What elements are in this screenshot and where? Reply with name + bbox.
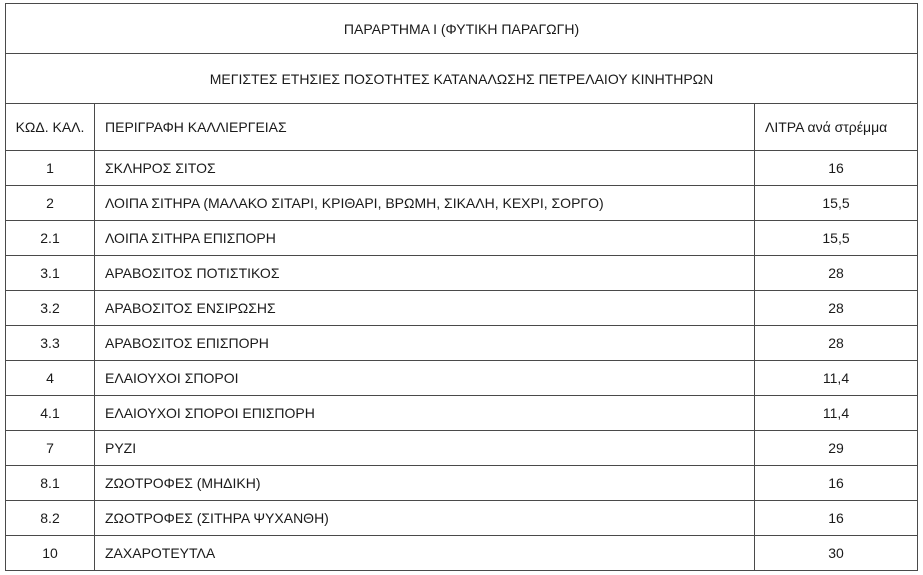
table-row [6, 501, 918, 536]
table-row [6, 466, 918, 501]
cell-code: 4 [6, 361, 95, 396]
table-row [6, 361, 918, 396]
header-code: ΚΩΔ. ΚΑΛ. [6, 104, 95, 151]
cell-code: 10 [6, 536, 95, 571]
header-liters: ΛΙΤΡΑ ανά στρέμμα [755, 104, 918, 151]
table-row [6, 396, 918, 431]
cell-description: ΣΚΛΗΡΟΣ ΣΙΤΟΣ [95, 151, 755, 186]
table-title: ΠΑΡΑΡΤΗΜΑ Ι (ΦΥΤΙΚΗ ΠΑΡΑΓΩΓΗ) [6, 4, 918, 54]
table-row [6, 151, 918, 186]
cell-code: 8.2 [6, 501, 95, 536]
cell-code: 8.1 [6, 466, 95, 501]
cell-liters: 29 [755, 431, 918, 466]
cell-code: 7 [6, 431, 95, 466]
cell-description: ΑΡΑΒΟΣΙΤΟΣ ΠΟΤΙΣΤΙΚΟΣ [95, 256, 755, 291]
table-subtitle: ΜΕΓΙΣΤΕΣ ΕΤΗΣΙΕΣ ΠΟΣΟΤΗΤΕΣ ΚΑΤΑΝΑΛΩΣΗΣ ΠΕΤΡΕΛΑΙΟΥ ΚΙΝΗΤΗΡΩΝ [6, 54, 918, 104]
cell-code: 3.2 [6, 291, 95, 326]
cell-liters: 16 [755, 466, 918, 501]
header-description: ΠΕΡΙΓΡΑΦΗ ΚΑΛΛΙΕΡΓΕΙΑΣ [95, 104, 755, 151]
table-body [6, 4, 918, 571]
cell-description: ΕΛΑΙΟΥΧΟΙ ΣΠΟΡΟΙ [95, 361, 755, 396]
cell-description: ΛΟΙΠΑ ΣΙΤΗΡΑ (ΜΑΛΑΚΟ ΣΙΤΑΡΙ, ΚΡΙΘΑΡΙ, ΒΡΩΜΗ, ΣΙΚΑΛΗ, ΚΕΧΡΙ, ΣΟΡΓΟ) [95, 186, 755, 221]
cell-liters: 28 [755, 291, 918, 326]
table-row [6, 256, 918, 291]
cell-description: ΑΡΑΒΟΣΙΤΟΣ ΕΝΣΙΡΩΣΗΣ [95, 291, 755, 326]
cell-description: ΛΟΙΠΑ ΣΙΤΗΡΑ ΕΠΙΣΠΟΡΗ [95, 221, 755, 256]
cell-code: 1 [6, 151, 95, 186]
cell-description: ΕΛΑΙΟΥΧΟΙ ΣΠΟΡΟΙ ΕΠΙΣΠΟΡΗ [95, 396, 755, 431]
cell-description: ΑΡΑΒΟΣΙΤΟΣ ΕΠΙΣΠΟΡΗ [95, 326, 755, 361]
cell-description: ΡΥΖΙ [95, 431, 755, 466]
table-row [6, 431, 918, 466]
cell-code: 3.1 [6, 256, 95, 291]
subtitle-row [6, 54, 918, 104]
title-row [6, 4, 918, 54]
fuel-consumption-table [5, 3, 918, 571]
cell-liters: 15,5 [755, 186, 918, 221]
cell-code: 2 [6, 186, 95, 221]
cell-liters: 30 [755, 536, 918, 571]
cell-liters: 28 [755, 326, 918, 361]
table-row [6, 536, 918, 571]
cell-code: 3.3 [6, 326, 95, 361]
cell-liters: 16 [755, 151, 918, 186]
cell-liters: 16 [755, 501, 918, 536]
cell-code: 2.1 [6, 221, 95, 256]
table-row [6, 221, 918, 256]
cell-liters: 15,5 [755, 221, 918, 256]
table-row [6, 291, 918, 326]
table-row [6, 186, 918, 221]
cell-description: ΖΑΧΑΡΟΤΕΥΤΛΑ [95, 536, 755, 571]
cell-liters: 11,4 [755, 396, 918, 431]
cell-code: 4.1 [6, 396, 95, 431]
column-header-row [6, 104, 918, 151]
cell-description: ΖΩΟΤΡΟΦΕΣ (ΜΗΔΙΚΗ) [95, 466, 755, 501]
cell-liters: 11,4 [755, 361, 918, 396]
cell-liters: 28 [755, 256, 918, 291]
table-row [6, 326, 918, 361]
cell-description: ΖΩΟΤΡΟΦΕΣ (ΣΙΤΗΡΑ ΨΥΧΑΝΘΗ) [95, 501, 755, 536]
